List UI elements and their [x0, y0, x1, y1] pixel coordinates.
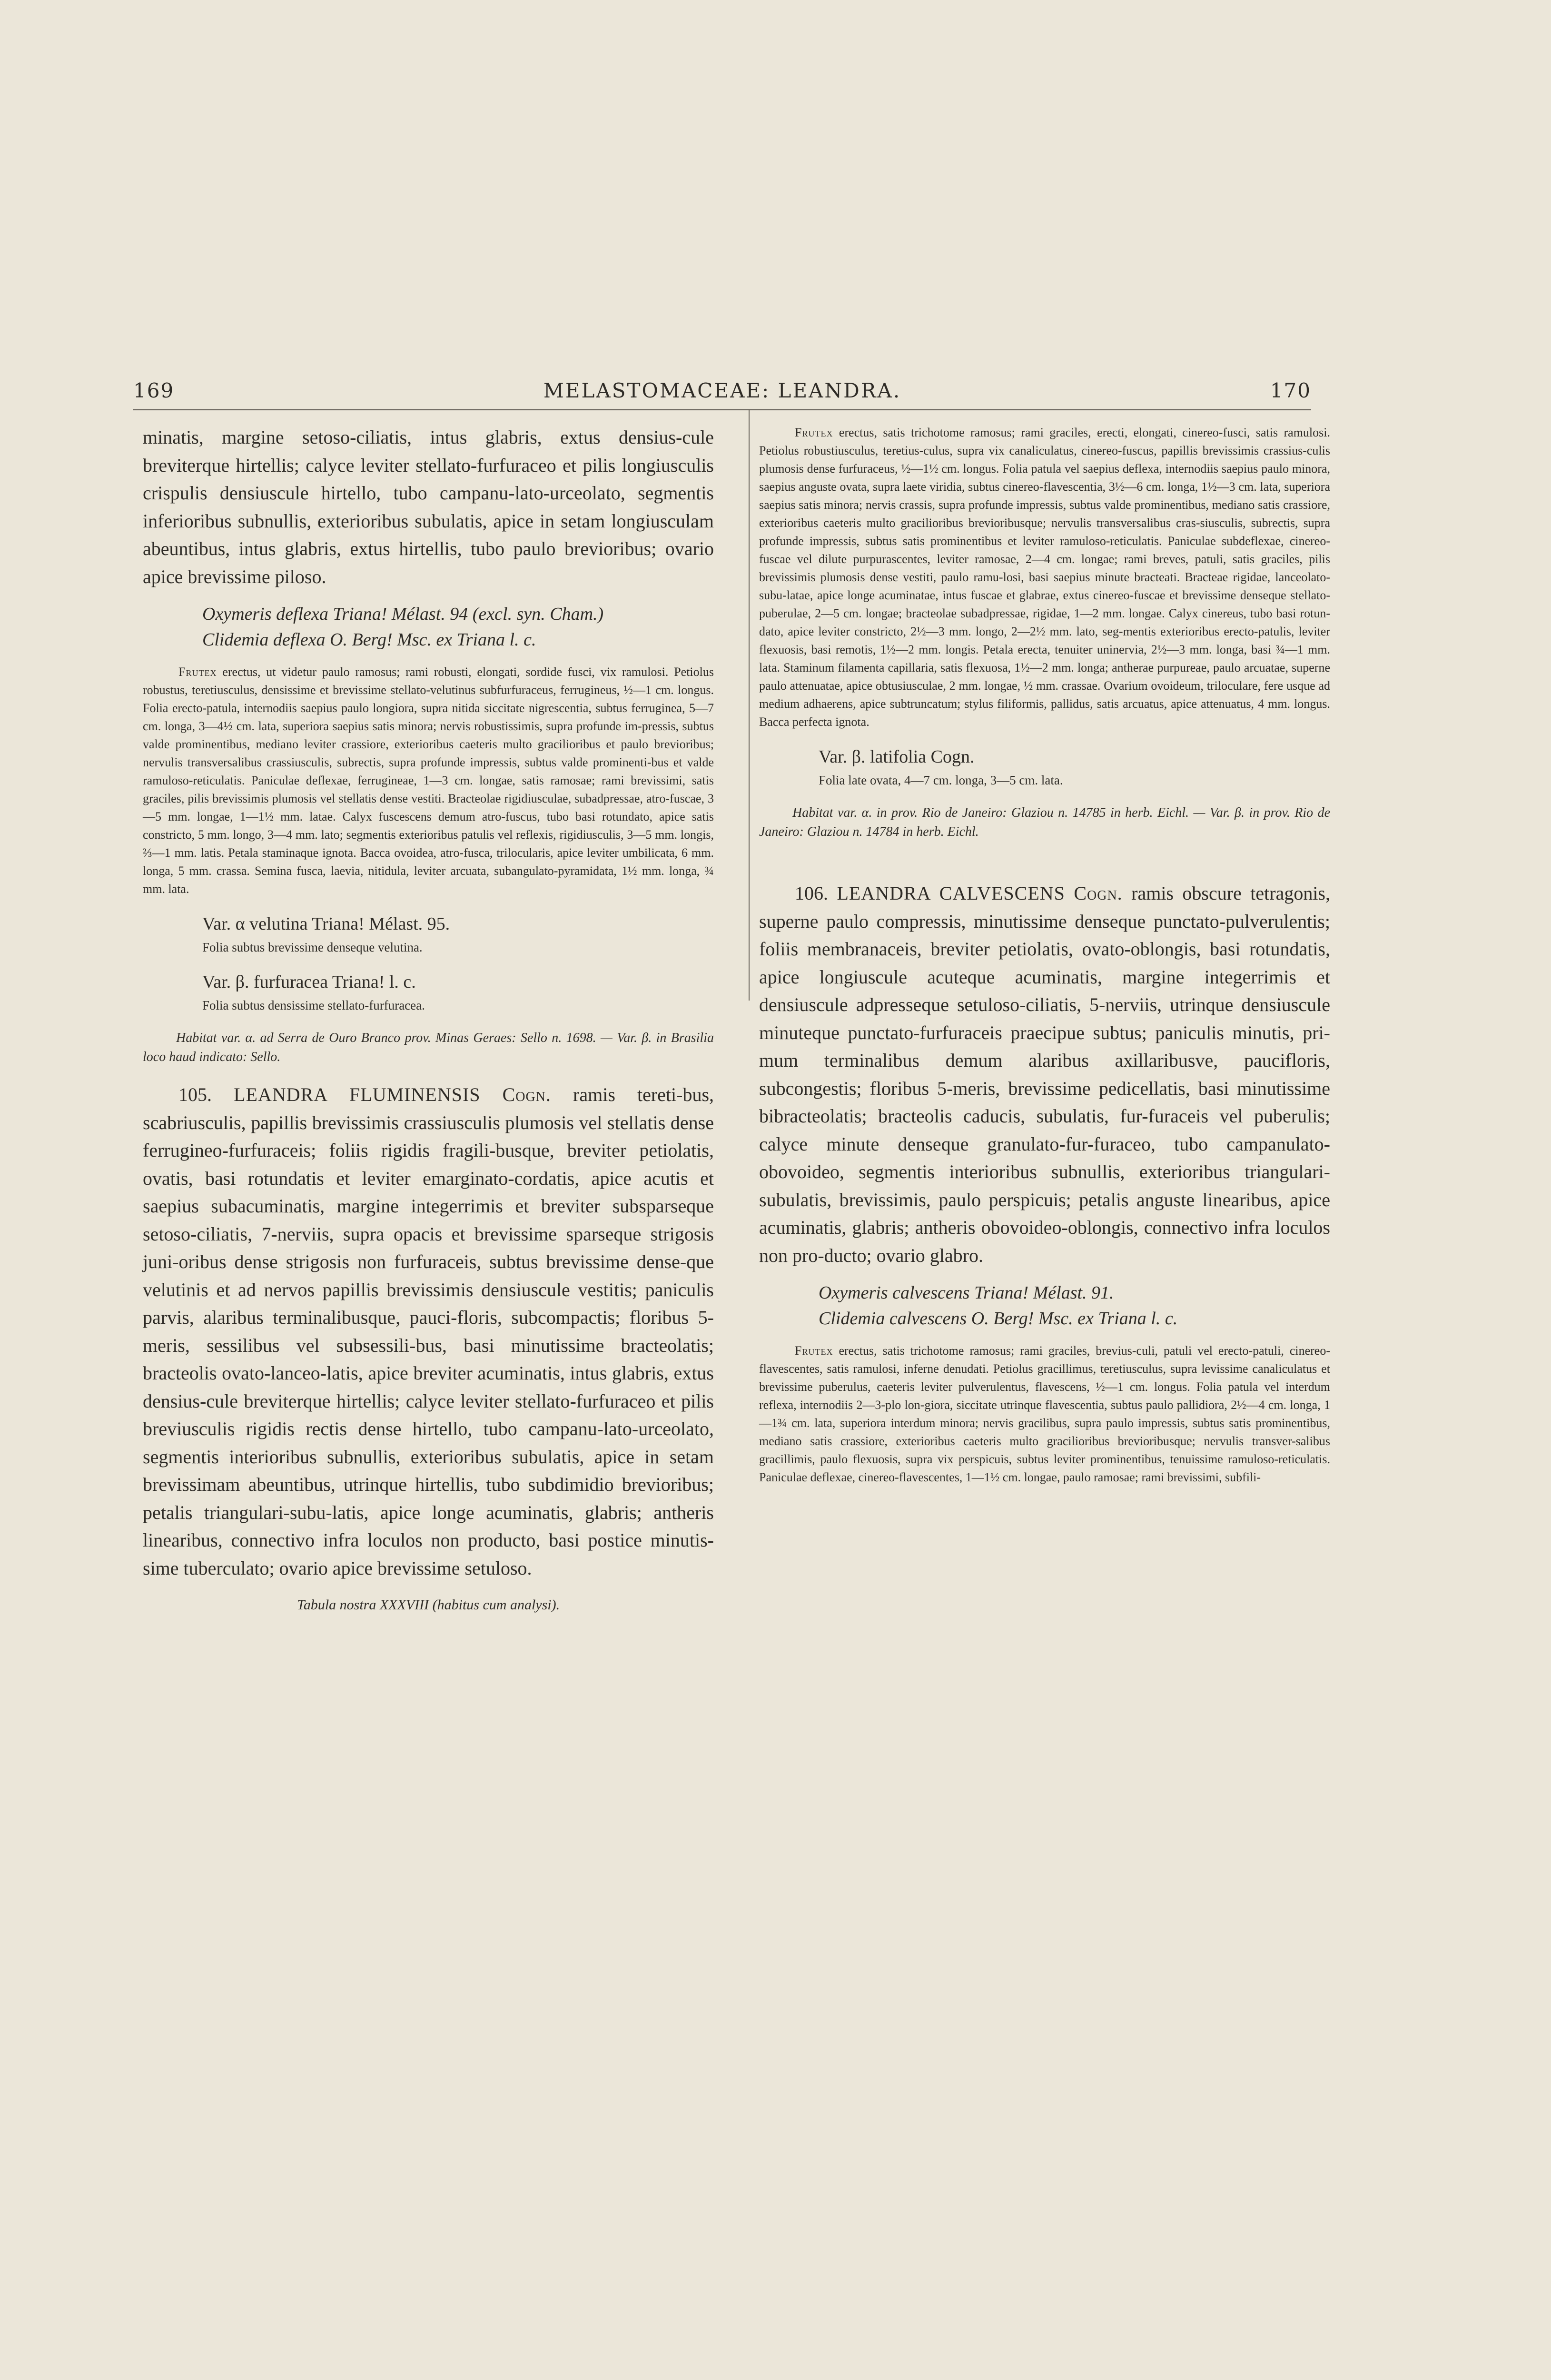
detailed-description-106 [759, 1342, 1330, 1487]
frutex-label: Frutex [178, 665, 217, 679]
habitat-note: Habitat var. α. ad Serra de Ouro Branco prov. Minas Geraes: Sello n. 1698. — Var. β. in Brasilia loco haud indicato: Sello. [143, 1031, 714, 1064]
synonym-oxymeris-deflexa: Oxymeris deflexa Triana! Mélast. 94 (excl. syn. Cham.) [202, 604, 604, 624]
page-header [133, 371, 1311, 409]
page-number-left: 169 [133, 378, 175, 402]
species-106-author: Cogn. [1074, 883, 1123, 904]
column-rule [749, 410, 750, 1001]
left-column [143, 424, 714, 1616]
species-105-number: 105. [178, 1084, 212, 1105]
frutex-label-106: Frutex [795, 1344, 833, 1358]
synonym-clidemia-deflexa: Clidemia deflexa O. Berg! Msc. ex Triana l. c. [202, 630, 536, 650]
species-105-name: LEANDRA FLUMINENSIS [234, 1084, 481, 1105]
running-title: MELASTOMACEAE: LEANDRA. [543, 378, 901, 402]
plate-reference: Tabula nostra XXXVIII (habitus cum analysi). [296, 1597, 560, 1613]
detailed-description-text: erectus, ut videtur paulo ramosus; rami robusti, elongati, sordide fusci, vix ramulosi. Petiolus robustus, teretiusculus, densissime et brevissime stellato-velutinus subfurfuraceus, ferrugineus, ½—1 cm. longus. Folia erecto-patula, internodiis saepius paulo longiora, supra nitida siccitate nigrescentia, subtus ferruginea, 5—7 cm. longa, 3—4½ cm. lata, superiora saepius satis minora; nervis robustissimis, supra profunde im-pressis, subtus valde prominentibus, mediano leviter crassiore, exterioribus caeteris multo gracilioribus et paulo brevioribus; nervulis transversalibus crassiusculis, subrectis, supra profunde impressis, subtus valde prominenti-bus et valde ramuloso-reticulatis. Paniculae deflexae, ferrugineae, 1—3 cm. longae, satis ramosae; rami brevissimi, satis graciles, pilis brevissimis plumosis vel stellatis dense vestiti. Bracteolae rigidiusculae, subadpressae, atro-fuscae, 3—5 mm. longae, 1—1½ mm. latae. Calyx fuscescens demum atro-fuscus, tubo basi rotundato, apice satis constricto, 5 mm. longo, 3—4 mm. lato; segmentis exterioribus patulis vel reflexis, rigidiusculis, 3—5 mm. longis, ⅔—1 mm. latis. Petala staminaque ignota. Bacca ovoidea, atro-fusca, trilocularis, apice leviter umbilicata, 6 mm. longa, 5 mm. crassa. Semina fusca, laevia, nitidula, leviter arcuata, subangulato-pyramidata, 1½ mm. longa, ¾ mm. lata. [143, 665, 714, 896]
detailed-description-right-text: erectus, satis trichotome ramosus; rami graciles, erecti, elongati, cinereo-fusci, satis ramulosi. Petiolus robustiusculus, teretius-culus, supra vix canaliculatus, cinereo-fuscus, papillis brevissimis crassius-culis plumosis dense furfuraceus, ½—1½ cm. longus. Folia patula vel saepius deflexa, internodiis saepius paulo minora, saepius anguste ovata, supra laete viridia, subtus cinereo-flavescentia, 3½—6 cm. longa, 1½—3 cm. lata, superiora saepius satis minora; nervis crassis, supra profunde impressis, subtus valde prominentibus, mediano satis crassiore, exterioribus caeteris multo gracilioribus brevioribusque; nervulis transversalibus cras-siusculis, subrectis, supra profunde impressis, subtus satis prominentibus et leviter ramuloso-reticulatis. Paniculae subdeflexae, cinereo-fuscae vel dilute purpurascentes, leviter ramosae, 2—4 cm. longae; rami breves, patuli, satis graciles, pilis brevissimis plumosis dense vestiti, paulo ramu-losi, basi saepius minute bracteati. Bracteae rigidae, lanceolato-subu-latae, apice longe acuminatae, intus fuscae et glabrae, extus cinereo-fuscae et brevissime denseque stellato-puberulae, 2—5 cm. longae; bracteolae subadpressae, rigidae, 1—2 mm. longae. Calyx cinereus, tubo basi rotun-dato, apice leviter constricto, 2½—3 mm. longo, 2—2½ mm. lato, seg-mentis exterioribus erecto-patulis, leviter flexuosis, basi remotis, 1½—2 mm. longis. Petala erecta, tenuiter uninervia, 2½—3 mm. longa, basi ¾—1 mm. lata. Staminum filamenta capillaria, satis flexuosa, 1½—2 mm. longa; antherae purpureae, paulo arcuatae, superne paulo attenuatae, apice obtusiusculae, 2 mm. longae, ½ mm. crassae. Ovarium ovoideum, triloculare, fere usque ad medium adhaerens, apice subtruncatum; stylus filiformis, pallidus, satis arcuatus, apice attenuatus, 4 mm. longus. Bacca perfecta ignota. [759, 426, 1330, 729]
continued-description: minatis, margine setoso-ciliatis, intus glabris, extus densius-cule breviterque hirtellis; calyce leviter stellato-furfuraceo et pilis longiusculis crispulis densiuscule hirtello, tubo campanu-lato-urceolato, segmentis inferioribus subnullis, exterioribus subulatis, apice in setam longiusculam abeuntibus, intus glabris, extus hirtellis, tubo paulo brevioribus; ovario apice brevissime piloso. [143, 426, 714, 587]
variety-furfuracea-description: Folia subtus densissime stellato-furfuracea. [202, 998, 425, 1012]
variety-latifolia: Var. β. latifolia Cogn. [819, 747, 975, 767]
right-column [759, 424, 1330, 1487]
variety-furfuracea: Var. β. furfuracea Triana! l. c. [202, 972, 416, 992]
species-105-entry [143, 1081, 714, 1582]
variety-velutina: Var. α velutina Triana! Mélast. 95. [202, 914, 450, 934]
variety-latifolia-description: Folia late ovata, 4—7 cm. longa, 3—5 cm. lata. [819, 773, 1063, 787]
species-106-name: LEANDRA CALVESCENS [837, 883, 1065, 904]
page-number-right: 170 [1270, 378, 1311, 402]
variety-velutina-description: Folia subtus brevissime denseque velutina. [202, 940, 423, 954]
detailed-description-right [759, 424, 1330, 731]
detailed-description [143, 663, 714, 898]
habitat-note-right: Habitat var. α. in prov. Rio de Janeiro: Glaziou n. 14785 in herb. Eichl. — Var. β. in prov. Rio de Janeiro: Glaziou n. 14784 in herb. Eichl. [759, 805, 1330, 839]
header-rule [133, 409, 1311, 410]
synonym-oxymeris-calvescens: Oxymeris calvescens Triana! Mélast. 91. [819, 1283, 1114, 1303]
species-106-entry [759, 880, 1330, 1269]
detailed-description-106-text: erectus, satis trichotome ramosus; rami graciles, brevius-culi, patuli vel erecto-patuli, cinereo-flavescentes, satis ramulosi, inferne denudati. Petiolus gracillimus, teretiusculus, supra levissime canaliculatus et brevissime puberulus, caeteris leviter pulverulentus, flavescens, ½—1 cm. longus. Folia patula vel interdum reflexa, internodiis 2—3-plo lon-giora, siccitate utrinque flavescentia, subtus paulo pallidiora, 2½—4 cm. longa, 1—1¾ cm. lata, superiora interdum minora; nervis gracilibus, supra paulo impressis, subtus satis prominentibus, mediano satis crassiore, exterioribus caeteris multo gracilioribus brevioribusque; nervulis transver-salibus gracillimis, paulo flexuosis, supra vix perspicuis, subtus leviter prominentibus, tenuissime ramuloso-reticulatis. Paniculae deflexae, cinereo-flavescentes, 1—1½ cm. longae, paulo ramosae; rami brevissimi, subfili- [759, 1344, 1330, 1484]
frutex-label-right: Frutex [795, 426, 833, 439]
synonym-clidemia-calvescens: Clidemia calvescens O. Berg! Msc. ex Triana l. c. [819, 1309, 1178, 1329]
species-105-description: ramis tereti-bus, scabriusculis, papillis brevissimis crassiusculis plumosis vel stellatis dense ferrugineo-furfuraceis; foliis rigidis fragili-busque, breviter petiolatis, ovatis, basi rotundatis et leviter emarginato-cordatis, apice acutis et saepius subacuminatis, margine integerrimis et breviter subsparseque setoso-ciliatis, 7-nerviis, supra opacis et brevissime sparseque strigosis juni-oribus dense strigosis non furfuraceis, subtus brevissime dense-que velutinis et ad nervos papillis brevissimis densiuscule vestitis; paniculis parvis, alaribus terminalibusque, pauci-floris, subcompactis; floribus 5-meris, sessilibus vel subsessili-bus, basi minutissime bracteolatis; bracteolis ovato-lanceo-latis, apice breviter acuminatis, intus glabris, extus densius-cule breviterque hirtellis; calyce leviter stellato-furfuraceo et pilis breviusculis rigidis rectis dense hirtello, tubo campanu-lato-urceolato, segmentis interioribus subnullis, exterioribus subulatis, apice in setam brevissimam abeuntibus, utrinque hirtellis, tubo subdimidio brevioribus; petalis triangulari-subu-latis, apice longe acuminatis, glabris; antheris linearibus, connectivo infra loculos non producto, basi postice minutis-sime tuberculato; ovario apice brevissime setuloso. [143, 1084, 714, 1579]
species-106-number: 106. [795, 883, 828, 904]
species-106-description: ramis obscure tetragonis, superne paulo compressis, minutissime denseque punctato-pulverulentis; foliis membranaceis, breviter petiolatis, ovato-oblongis, basi rotundatis, apice longiuscule acuteque acuminatis, margine integerrimis et densiuscule adpresseque setuloso-ciliatis, 5-nerviis, utrinque densiuscule minuteque punctato-furfuraceis praecipue subtus; paniculis minutis, pri-mum terminalibus demum alaribus axillaribusve, paucifloris, subcongestis; floribus 5-meris, brevissime pedicellatis, basi minutissime bibracteolatis; bracteolis caducis, subulatis, fur-furaceis vel puberulis; calyce minute denseque granulato-fur-furaceo, tubo campanulato-obovoideo, segmentis interioribus subnullis, exterioribus triangulari-subulatis, brevissimis, paulo perspicuis; petalis anguste linearibus, apice acuminatis, glabris; antheris obovoideo-oblongis, connectivo infra loculos non pro-ducto; ovario glabro. [759, 883, 1330, 1266]
species-105-author: Cogn. [502, 1084, 551, 1105]
